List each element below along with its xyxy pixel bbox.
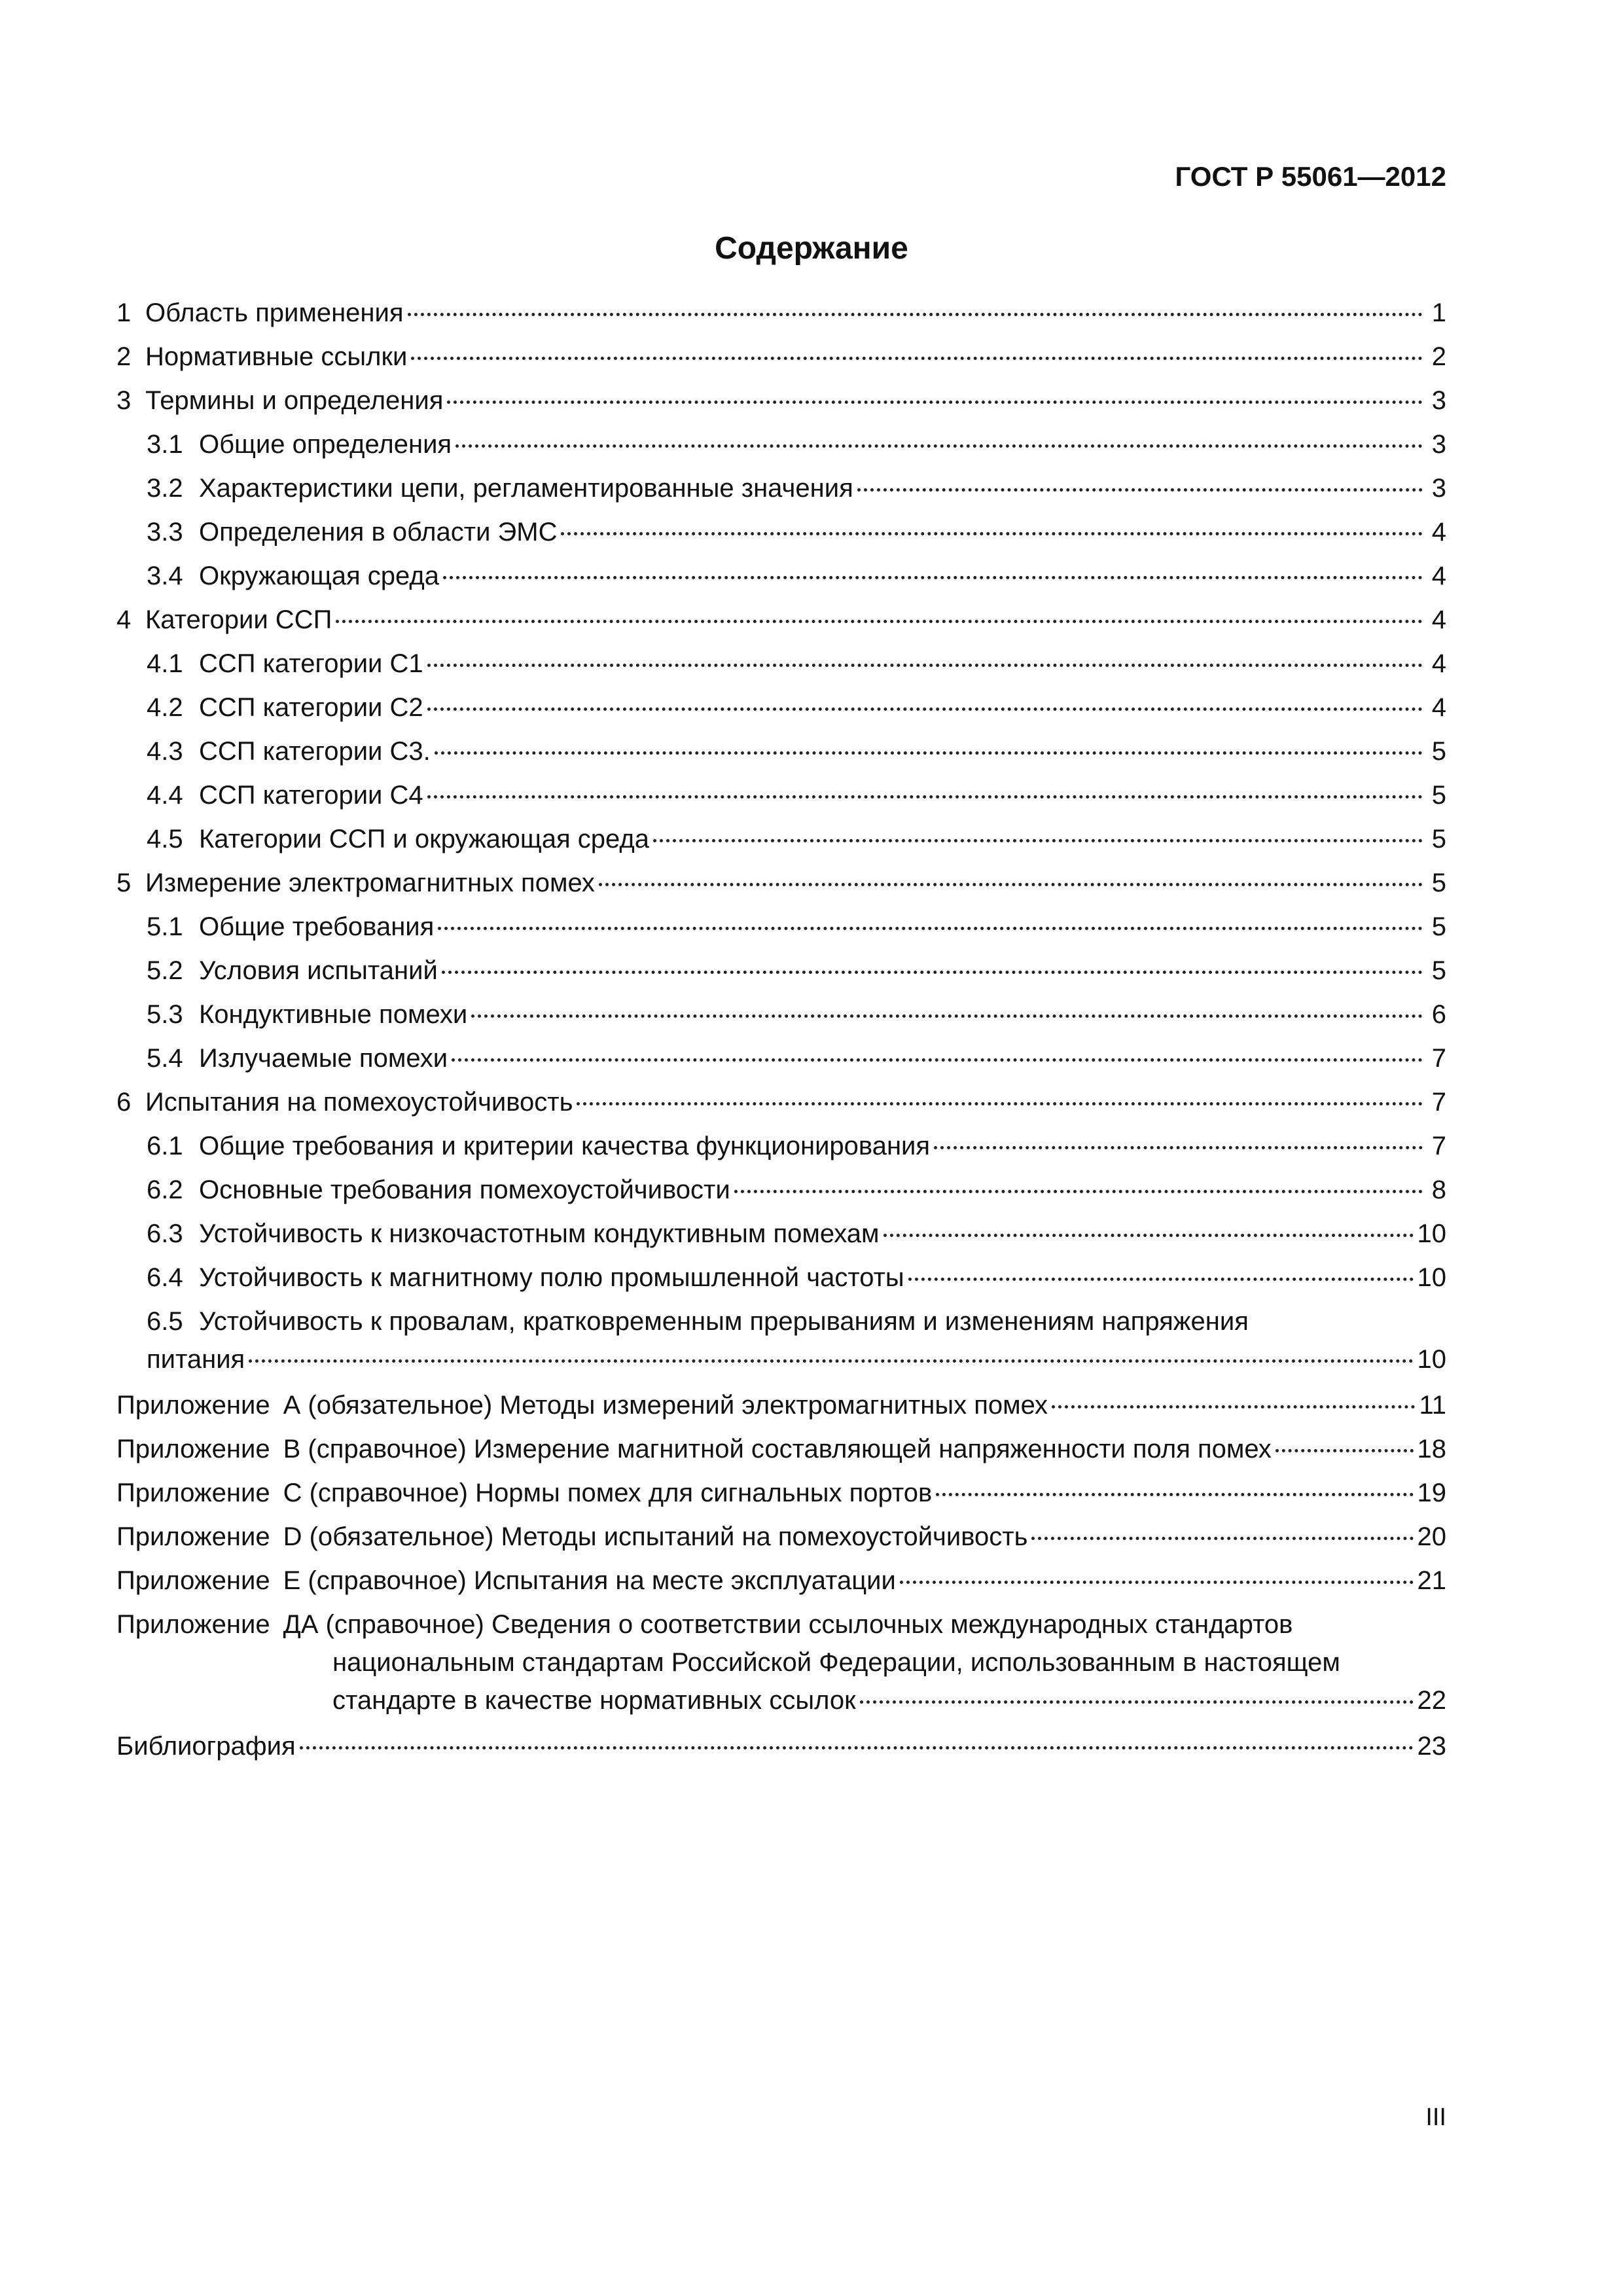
toc-entry-page: 4: [1431, 649, 1446, 678]
toc-entry: [116, 1307, 1446, 1345]
toc-entry-page: 6: [1431, 1000, 1446, 1029]
toc-entry: [116, 386, 1446, 430]
toc-entry-number: 4.3: [147, 737, 183, 766]
toc-entry-page: 4: [1431, 693, 1446, 722]
toc-entry-title: Устойчивость к провалам, кратковременным прерываниям и изменениям напряжения: [199, 1307, 1249, 1336]
toc-entry-page: 5: [1431, 956, 1446, 985]
bibliography-entry: [116, 1732, 1446, 1776]
leader-dots: [408, 313, 1423, 316]
toc-entry-title: Общие требования и критерии качества функционирования: [199, 1132, 931, 1160]
toc-entry-page: 4: [1431, 562, 1446, 590]
toc-entry: [116, 474, 1446, 518]
toc-entry-title: ССП категории С3.: [199, 737, 431, 766]
appendix-continuation: [116, 1686, 1446, 1732]
toc-entry: [116, 693, 1446, 737]
table-of-contents: [116, 298, 1446, 1776]
toc-entry-page: 7: [1431, 1132, 1446, 1160]
toc-entry-title: Основные требования помехоустойчивости: [199, 1175, 730, 1204]
leader-dots: [300, 1746, 1414, 1749]
toc-entry-number: 5.4: [147, 1044, 183, 1073]
toc-entry-number: 3: [116, 386, 132, 415]
toc-entry-number: 5: [116, 869, 132, 897]
toc-entry-page: 7: [1431, 1044, 1446, 1073]
toc-entry-title: ССП категории С2: [199, 693, 423, 722]
appendix-title: В (справочное) Измерение магнитной составляющей напряженности поля помех: [283, 1435, 1272, 1463]
leader-dots: [908, 1278, 1414, 1281]
toc-entry-title: Кондуктивные помехи: [199, 1000, 468, 1029]
leader-dots: [1052, 1405, 1415, 1408]
toc-entry: [116, 1088, 1446, 1132]
leader-dots: [442, 971, 1423, 974]
toc-entry-number: 6.5: [147, 1307, 183, 1336]
toc-entry-title: Окружающая среда: [199, 562, 439, 590]
leader-dots: [577, 1102, 1423, 1105]
leader-dots: [411, 357, 1423, 360]
appendix-title: Е (справочное) Испытания на месте эксплуатации: [283, 1566, 896, 1595]
leader-dots: [471, 1014, 1423, 1018]
toc-entry-number: 4: [116, 605, 132, 634]
toc-entry-number: 4.1: [147, 649, 183, 678]
leader-dots: [427, 664, 1423, 667]
leader-dots: [435, 751, 1423, 755]
leader-dots: [452, 1058, 1423, 1062]
toc-entry-number: 4.4: [147, 781, 183, 810]
toc-entry-number: 6.1: [147, 1132, 183, 1160]
toc-entry-title: Категории ССП: [145, 605, 332, 634]
toc-entry-number: 5.1: [147, 912, 183, 941]
toc-entry-title: Характеристики цепи, регламентированные значения: [199, 474, 853, 503]
toc-entry-title: Общие требования: [199, 912, 435, 941]
toc-entry-page: 7: [1431, 1088, 1446, 1117]
toc-entry: [116, 1219, 1446, 1263]
toc-entry-page: 10: [1417, 1345, 1446, 1374]
toc-entry: [116, 342, 1446, 386]
leader-dots: [443, 576, 1423, 579]
toc-entry: [116, 737, 1446, 781]
leader-dots: [1031, 1537, 1413, 1540]
toc-entry: [116, 825, 1446, 869]
toc-entry-page: 5: [1431, 912, 1446, 941]
toc-entry-page: 10: [1417, 1219, 1446, 1248]
appendix-page: 22: [1417, 1686, 1446, 1715]
leader-dots: [561, 532, 1423, 535]
toc-entry-page: 2: [1431, 342, 1446, 371]
toc-entry: [116, 781, 1446, 825]
leader-dots: [455, 444, 1423, 448]
toc-entry-title: ССП категории С4: [199, 781, 423, 810]
appendix-title: С (справочное) Нормы помех для сигнальных портов: [283, 1479, 933, 1507]
toc-entry-number: 6: [116, 1088, 132, 1117]
toc-entry-number: 6.3: [147, 1219, 183, 1248]
toc-entry-page: 5: [1431, 781, 1446, 810]
toc-entry-page: 5: [1431, 869, 1446, 897]
leader-dots: [653, 839, 1423, 842]
toc-entry: [116, 1263, 1446, 1307]
leader-dots: [1275, 1449, 1414, 1452]
toc-entry-number: 4.2: [147, 693, 183, 722]
toc-entry-page: 3: [1431, 430, 1446, 459]
appendix-page: 18: [1417, 1435, 1446, 1463]
toc-entry: [116, 562, 1446, 605]
toc-entry-continuation: [116, 1345, 1446, 1391]
toc-entry: [116, 1132, 1446, 1175]
appendix-entry: [116, 1479, 1446, 1522]
toc-entry-title: питания: [147, 1345, 245, 1374]
appendix-entry: [116, 1610, 1446, 1648]
leader-dots: [734, 1190, 1423, 1193]
toc-entry-title: Область применения: [145, 298, 404, 327]
toc-entry-title: Испытания на помехоустойчивость: [145, 1088, 573, 1117]
toc-title: Содержание: [715, 231, 908, 266]
document-id: ГОСТ Р 55061—2012: [1175, 161, 1446, 192]
appendix-title: А (обязательное) Методы измерений электромагнитных помех: [283, 1391, 1048, 1420]
toc-entry: [116, 518, 1446, 562]
appendix-prefix: Приложение: [116, 1479, 270, 1507]
toc-entry: [116, 956, 1446, 1000]
toc-entry-title: Нормативные ссылки: [145, 342, 408, 371]
toc-entry: [116, 1044, 1446, 1088]
toc-entry-number: 6.4: [147, 1263, 183, 1292]
toc-entry-number: 1: [116, 298, 132, 327]
bibliography-page: 23: [1417, 1732, 1446, 1761]
toc-entry-number: 3.2: [147, 474, 183, 503]
toc-entry-page: 1: [1431, 298, 1446, 327]
appendix-prefix: Приложение: [116, 1566, 270, 1595]
appendix-title: национальным стандартам Российской Федерации, использованным в настоящем: [332, 1648, 1340, 1677]
leader-dots: [936, 1493, 1413, 1496]
leader-dots: [249, 1359, 1413, 1363]
appendix-entry: [116, 1435, 1446, 1479]
toc-entry-page: 3: [1431, 386, 1446, 415]
toc-entry-title: Устойчивость к низкочастотным кондуктивным помехам: [199, 1219, 880, 1248]
toc-entry: [116, 605, 1446, 649]
appendix-entry: [116, 1391, 1446, 1435]
toc-entry-number: 2: [116, 342, 132, 371]
leader-dots: [900, 1581, 1414, 1584]
toc-entry-title: ССП категории С1: [199, 649, 423, 678]
leader-dots: [447, 401, 1423, 404]
toc-entry-number: 3.4: [147, 562, 183, 590]
appendix-title: ДА (справочное) Сведения о соответствии ссылочных международных стандартов: [283, 1610, 1293, 1639]
toc-entry-page: 10: [1417, 1263, 1446, 1292]
toc-entry-page: 5: [1431, 825, 1446, 853]
toc-entry-title: Категории ССП и окружающая среда: [199, 825, 650, 853]
toc-entry-page: 4: [1431, 518, 1446, 547]
appendix-entry: [116, 1522, 1446, 1566]
toc-entry-title: Излучаемые помехи: [199, 1044, 448, 1073]
toc-entry-number: 5.2: [147, 956, 183, 985]
toc-entry: [116, 649, 1446, 693]
leader-dots: [934, 1146, 1423, 1149]
appendix-prefix: Приложение: [116, 1522, 270, 1551]
leader-dots: [599, 883, 1423, 886]
toc-entry-page: 5: [1431, 737, 1446, 766]
toc-entry-page: 4: [1431, 605, 1446, 634]
toc-entry: [116, 1175, 1446, 1219]
toc-entry-title: Измерение электромагнитных помех: [145, 869, 595, 897]
appendix-continuation: [116, 1648, 1446, 1686]
leader-dots: [883, 1234, 1414, 1237]
toc-entry-page: 3: [1431, 474, 1446, 503]
appendix-page: 20: [1417, 1522, 1446, 1551]
leader-dots: [336, 620, 1423, 623]
toc-entry-title: Определения в области ЭМС: [199, 518, 558, 547]
appendix-title: D (обязательное) Методы испытаний на помехоустойчивость: [283, 1522, 1028, 1551]
appendix-page: 11: [1419, 1391, 1446, 1420]
leader-dots: [427, 708, 1423, 711]
toc-entry-number: 3.3: [147, 518, 183, 547]
toc-entry: [116, 430, 1446, 474]
toc-entry-title: Условия испытаний: [199, 956, 438, 985]
toc-entry: [116, 912, 1446, 956]
appendix-prefix: Приложение: [116, 1435, 270, 1463]
appendix-page: 19: [1417, 1479, 1446, 1507]
leader-dots: [438, 927, 1423, 930]
appendix-prefix: Приложение: [116, 1610, 270, 1639]
toc-entry-number: 4.5: [147, 825, 183, 853]
leader-dots: [427, 795, 1423, 798]
appendix-entry: [116, 1566, 1446, 1610]
toc-entry: [116, 869, 1446, 912]
leader-dots: [860, 1700, 1414, 1704]
appendix-page: 21: [1417, 1566, 1446, 1595]
appendix-prefix: Приложение: [116, 1391, 270, 1420]
toc-entry: [116, 298, 1446, 342]
leader-dots: [857, 488, 1423, 492]
appendix-title: стандарте в качестве нормативных ссылок: [332, 1686, 856, 1715]
bibliography-title: Библиография: [116, 1732, 296, 1761]
page-number: III: [1425, 2104, 1446, 2131]
toc-entry-number: 6.2: [147, 1175, 183, 1204]
toc-entry-title: Устойчивость к магнитному полю промышленной частоты: [199, 1263, 904, 1292]
toc-entry-number: 3.1: [147, 430, 183, 459]
toc-entry-title: Термины и определения: [145, 386, 444, 415]
toc-entry-page: 8: [1431, 1175, 1446, 1204]
toc-entry-number: 5.3: [147, 1000, 183, 1029]
toc-entry: [116, 1000, 1446, 1044]
toc-entry-title: Общие определения: [199, 430, 452, 459]
